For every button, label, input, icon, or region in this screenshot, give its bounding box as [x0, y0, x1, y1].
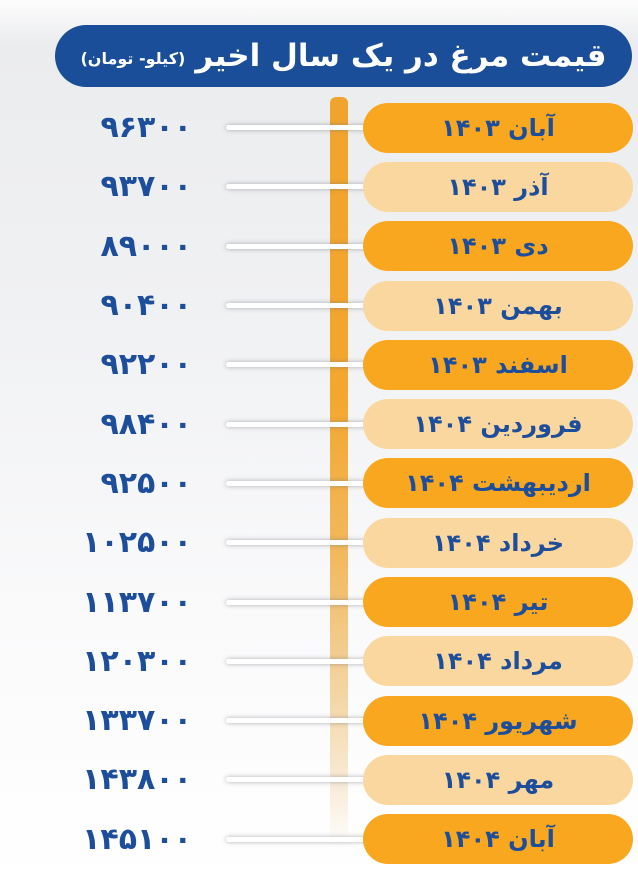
connector-line	[226, 540, 369, 545]
page-title: قیمت مرغ در یک سال اخیر	[195, 38, 607, 74]
month-pill	[363, 636, 633, 686]
connector-line	[226, 837, 369, 842]
connector-line	[226, 777, 369, 782]
price-row	[0, 810, 638, 869]
connector-line	[226, 184, 369, 189]
price-row	[0, 691, 638, 750]
month-pill	[363, 399, 633, 449]
connector-line	[226, 303, 369, 308]
month-pill	[363, 755, 633, 805]
price-value: ۱۳۳۷۰۰	[82, 703, 192, 739]
unit-label: (کیلو- تومان)	[80, 48, 186, 68]
month-pill	[363, 577, 633, 627]
month-label: آذر ۱۴۰۳	[447, 172, 549, 201]
price-rows	[0, 98, 638, 869]
connector-line	[226, 600, 369, 605]
connector-line	[226, 659, 369, 664]
price-value: ۱۲۰۳۰۰	[82, 643, 192, 679]
price-row	[0, 513, 638, 572]
month-label: مهر ۱۴۰۴	[441, 765, 555, 794]
month-label: آبان ۱۴۰۴	[441, 825, 555, 854]
month-pill	[363, 696, 633, 746]
month-pill	[363, 340, 633, 390]
price-row	[0, 632, 638, 691]
price-value: ۹۲۵۰۰	[100, 465, 192, 501]
price-value: ۹۸۴۰۰	[100, 406, 192, 442]
connector-line	[226, 718, 369, 723]
month-label: خرداد ۱۴۰۴	[431, 528, 565, 557]
connector-line	[226, 481, 369, 486]
price-value: ۹۲۲۰۰	[100, 347, 192, 383]
month-label: اردیبهشت ۱۴۰۴	[405, 469, 591, 498]
month-pill	[363, 814, 633, 864]
month-label: دی ۱۴۰۳	[447, 232, 549, 261]
month-pill	[363, 518, 633, 568]
month-label: آبان ۱۴۰۳	[441, 113, 555, 142]
price-value: ۹۶۳۰۰	[100, 110, 192, 146]
month-label: مرداد ۱۴۰۴	[433, 647, 563, 676]
price-row	[0, 572, 638, 631]
price-value: ۱۱۳۷۰۰	[82, 584, 192, 620]
month-pill	[363, 162, 633, 212]
connector-line	[226, 244, 369, 249]
connector-line	[226, 422, 369, 427]
price-row	[0, 98, 638, 157]
connector-line	[226, 125, 369, 130]
month-label: بهمن ۱۴۰۳	[433, 291, 563, 320]
price-value: ۹۰۴۰۰	[100, 288, 192, 324]
month-pill	[363, 281, 633, 331]
month-label: فروردین ۱۴۰۴	[413, 410, 583, 439]
month-pill	[363, 103, 633, 153]
month-label: شهریور ۱۴۰۴	[418, 706, 578, 735]
header-banner	[55, 25, 632, 87]
price-value: ۹۳۷۰۰	[100, 169, 192, 205]
month-pill	[363, 458, 633, 508]
price-row	[0, 217, 638, 276]
price-value: ۱۴۳۸۰۰	[82, 762, 192, 798]
price-value: ۱۰۲۵۰۰	[82, 525, 192, 561]
month-label: تیر ۱۴۰۴	[447, 588, 549, 617]
price-row	[0, 276, 638, 335]
connector-line	[226, 362, 369, 367]
price-row	[0, 750, 638, 809]
price-row	[0, 157, 638, 216]
month-label: اسفند ۱۴۰۳	[428, 350, 568, 379]
price-value: ۸۹۰۰۰	[100, 228, 192, 264]
price-value: ۱۴۵۱۰۰	[82, 821, 192, 857]
price-row	[0, 335, 638, 394]
price-row	[0, 454, 638, 513]
price-row	[0, 394, 638, 453]
month-pill	[363, 221, 633, 271]
